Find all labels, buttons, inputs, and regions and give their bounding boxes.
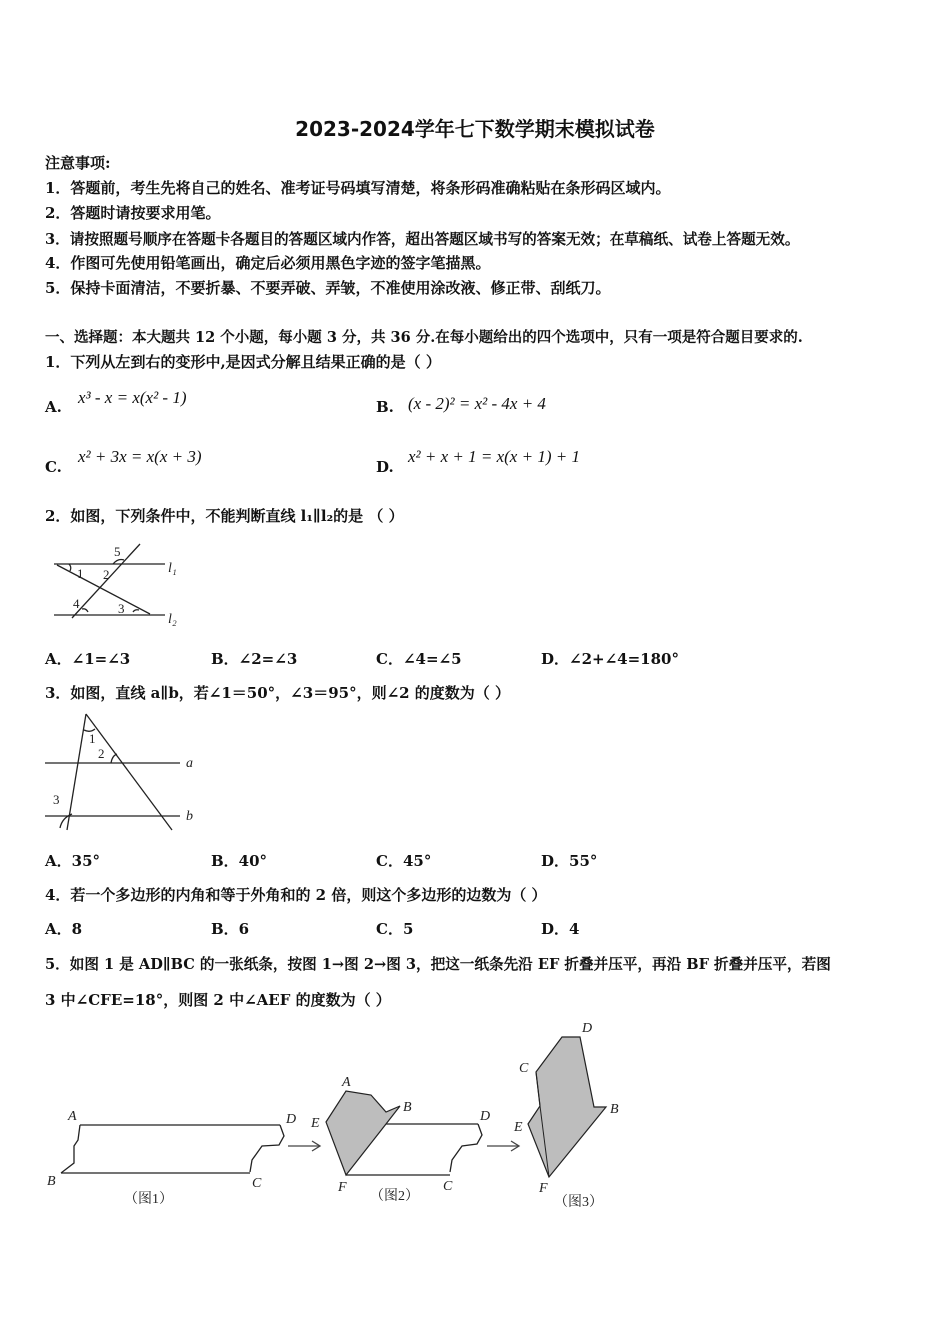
q3-option-c: C．45° <box>376 852 432 870</box>
fig1-label-b: B <box>47 1174 56 1189</box>
notice-heading: 注意事项: <box>45 154 111 172</box>
q1-option-b-formula: (x - 2)² = x² - 4x + 4 <box>408 394 546 413</box>
q1-option-d-formula: x² + x + 1 = x(x + 1) + 1 <box>408 447 580 466</box>
q1-option-a-label: A. <box>45 398 62 416</box>
fig2-label-a: A <box>342 1075 351 1090</box>
q4-option-b: B．6 <box>211 920 250 938</box>
fig3-caption: （图3） <box>554 1195 603 1210</box>
question-1-stem: 1．下列从左到右的变形中,是因式分解且结果正确的是（ ） <box>45 353 441 371</box>
q3-option-d: D．55° <box>541 852 598 870</box>
q2-angle-1: 1 <box>77 566 84 581</box>
fig2-label-b: B <box>403 1100 412 1115</box>
section-heading: 一、选择题：本大题共 12 个小题，每小题 3 分，共 36 分.在每小题给出的四个选项中，只有一项是符合题目要求的. <box>45 329 803 346</box>
fig1-label-d: D <box>286 1112 297 1127</box>
fig2-label-f: F <box>338 1180 347 1195</box>
q3-label-b: b <box>186 809 193 824</box>
q3-angle-1: 1 <box>89 731 96 746</box>
q2-option-d: D．∠2+∠4=180° <box>541 650 679 668</box>
fig2-label-d: D <box>480 1109 491 1124</box>
q2-angle-2: 2 <box>103 567 110 582</box>
question-3-stem: 3．如图，直线 a∥b，若∠1＝50°，∠3＝95°，则∠2 的度数为（ ） <box>45 684 511 702</box>
question-2-stem: 2．如图，下列条件中，不能判断直线 l₁∥l₂的是 （ ） <box>45 507 404 525</box>
fig3-label-d: D <box>582 1021 593 1036</box>
notice-item: 1．答题前，考生先将自己的姓名、准考证号码填写清楚，将条形码准确粘贴在条形码区域内。 <box>45 179 671 197</box>
q5-figure-1 <box>61 1125 284 1173</box>
notice-item: 4．作图可先使用铅笔画出，确定后必须用黑色字迹的签字笔描黑。 <box>45 254 491 272</box>
fig2-folded-part <box>326 1091 400 1175</box>
q2-option-c: C．∠4=∠5 <box>376 650 462 668</box>
fig2-caption: （图2） <box>370 1189 419 1204</box>
question-5-stem-line1: 5．如图 1 是 AD∥BC 的一张纸条，按图 1→图 2→图 3，把这一纸条先沿 EF 折叠并压平，再沿 BF 折叠并压平，若图 <box>45 956 831 973</box>
notice-item: 5．保持卡面清洁，不要折暴、不要弄破、弄皱，不准使用涂改液、修正带、刮纸刀。 <box>45 279 611 297</box>
q3-angle-2: 2 <box>98 746 105 761</box>
q1-option-d-label: D. <box>376 458 394 476</box>
notice-item: 2．答题时请按要求用笔。 <box>45 204 221 222</box>
arrow-icon <box>288 1141 320 1151</box>
notice-item: 3．请按照题号顺序在答题卡各题目的答题区域内作答，超出答题区域书写的答案无效；在草稿纸、试卷上答题无效。 <box>45 231 800 248</box>
fig2-label-c: C <box>443 1179 453 1194</box>
q2-label-l1: l₁ <box>168 561 177 576</box>
question-4-stem: 4．若一个多边形的内角和等于外角和的 2 倍，则这个多边形的边数为（ ） <box>45 886 547 904</box>
q4-option-a: A．8 <box>45 920 83 938</box>
fig1-caption: （图1） <box>124 1192 173 1207</box>
q3-option-a: A．35° <box>45 852 101 870</box>
q2-label-l2: l₂ <box>168 612 177 627</box>
q4-option-c: C．5 <box>376 920 414 938</box>
fig1-label-a: A <box>68 1109 77 1124</box>
q2-angle-4: 4 <box>73 596 80 611</box>
q2-option-a: A．∠1=∠3 <box>45 650 131 668</box>
q4-option-d: D．4 <box>541 920 580 938</box>
q3-option-b: B．40° <box>211 852 268 870</box>
q2-angle-3: 3 <box>118 601 125 616</box>
q1-option-c-label: C. <box>45 458 62 476</box>
fig2-label-e: E <box>311 1116 320 1131</box>
fig3-label-f: F <box>539 1181 548 1196</box>
q1-option-a-formula: x³ - x = x(x² - 1) <box>78 388 187 407</box>
q2-angle-5: 5 <box>114 544 121 559</box>
fig3-label-e: E <box>514 1120 523 1135</box>
fig1-label-c: C <box>252 1176 262 1191</box>
page-title: 2023-2024学年七下数学期末模拟试卷 <box>295 117 655 141</box>
question-5-stem-line2: 3 中∠CFE=18°，则图 2 中∠AEF 的度数为（ ） <box>45 991 391 1009</box>
q1-option-c-formula: x² + 3x = x(x + 3) <box>78 447 202 466</box>
arrow-icon <box>487 1141 519 1151</box>
fig3-label-c: C <box>519 1061 529 1076</box>
q1-option-b-label: B. <box>376 398 394 416</box>
q3-angle-3: 3 <box>53 792 60 807</box>
fig3-label-b: B <box>610 1102 619 1117</box>
q3-label-a: a <box>186 756 193 771</box>
q2-option-b: B．∠2=∠3 <box>211 650 298 668</box>
